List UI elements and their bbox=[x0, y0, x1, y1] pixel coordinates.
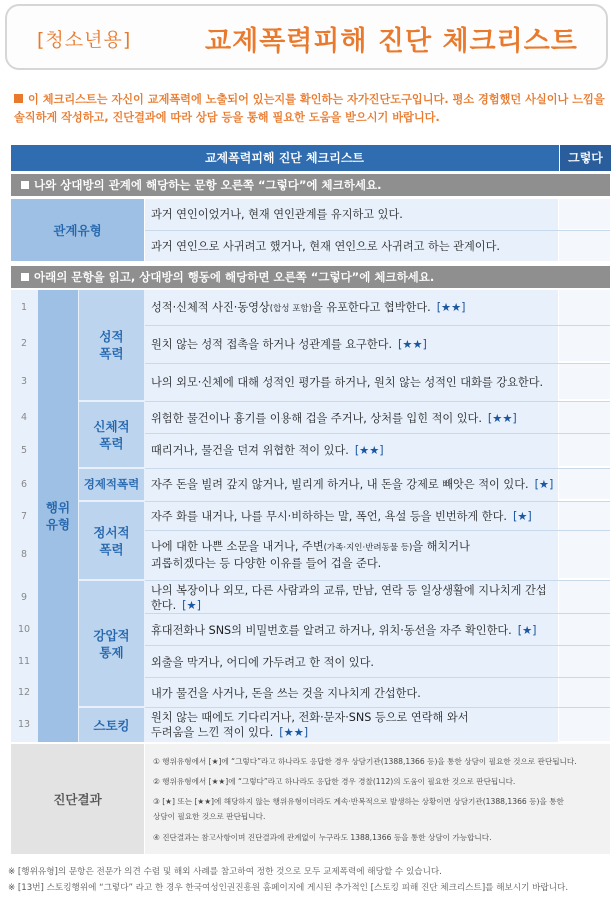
item-text: 자주 돈을 빌려 갚지 않거나, 빌리게 하거나, 내 돈을 강제로 빼앗은 적이 있다. bbox=[151, 478, 529, 491]
result-line: 상담이 필요한 것으로 판단됩니다. bbox=[153, 812, 266, 821]
relation-type-label: 관계유형 bbox=[11, 199, 144, 261]
item-text: 원치 않는 성적 접촉을 하거나 성관계를 요구한다. bbox=[151, 337, 393, 351]
result-label: 진단결과 bbox=[11, 744, 144, 854]
yes-column-header: 그렇다 bbox=[559, 145, 611, 171]
answer-cell[interactable] bbox=[559, 581, 610, 613]
relation-item-1: 과거 연인이었거나, 현재 연인관계를 유지하고 있다. bbox=[151, 208, 403, 221]
row-number: 5 bbox=[20, 444, 28, 456]
result-line: ③ [★] 또는 [★★]에 해당하지 않는 행위유형이더라도 계속·반복적으로 발생하는 상황이면 상담기관(1388,1366 등)을 통한 bbox=[153, 797, 564, 806]
intro-text bbox=[14, 91, 606, 127]
result-line: ② 행위유형에서 [★★]에 “그렇다”라고 하나라도 응답한 경우 경찰(112)의 도움이 필요한 것으로 판단됩니다. bbox=[153, 777, 516, 786]
answer-cell[interactable] bbox=[559, 531, 610, 578]
checklist-item bbox=[151, 531, 556, 579]
answer-cell[interactable] bbox=[559, 614, 610, 645]
footnote-1: ※ [행위유형]의 문항은 전문가 의견 수렴 및 해외 사례를 참고하여 정한 것으로 모두 교제폭력에 해당할 수 있습니다. bbox=[8, 867, 442, 877]
answer-cell[interactable] bbox=[559, 502, 610, 530]
answer-cell[interactable] bbox=[559, 199, 610, 229]
item-text: 을 유포한다고 협박한다. bbox=[311, 300, 431, 314]
item-text: 외출을 막거나, 어디에 가두려고 한 적이 있다. bbox=[151, 655, 374, 669]
item-text: 괴롭히겠다는 등 다양한 이유를 들어 겁을 준다. bbox=[151, 557, 382, 570]
behavior-type-label: 행위 유형 bbox=[38, 290, 78, 742]
item-text: 을 해치거나 bbox=[412, 540, 470, 553]
row-number: 1 bbox=[20, 302, 28, 313]
answer-cell[interactable] bbox=[559, 290, 610, 325]
row-number: 3 bbox=[20, 376, 28, 387]
item-text: 위험한 물건이나 흉기를 이용해 겁을 주거나, 상처를 입힌 적이 있다. bbox=[151, 411, 482, 425]
answer-cell[interactable] bbox=[559, 231, 610, 261]
item-text: 성적·신체적 사진·동영상 bbox=[151, 300, 270, 314]
item-note: (합성 포함) bbox=[269, 303, 312, 314]
checklist-item bbox=[151, 708, 556, 742]
answer-cell[interactable] bbox=[559, 326, 610, 361]
item-text: 원치 않는 때에도 기다리거나, 전화·문자·SNS 등으로 연락해 와서 bbox=[151, 711, 469, 724]
row-number: 8 bbox=[20, 549, 28, 560]
category-sexual: 성적 폭력 bbox=[79, 290, 144, 400]
footnote-2: ※ [13번] 스토킹행위에 “그렇다” 라고 한 경우 한국여성인권진흥원 홈페이지에 게시된 추가적인 [스토킹 피해 진단 체크리스트]를 해보시기 바랍니다. bbox=[8, 883, 569, 893]
title-banner bbox=[5, 4, 608, 70]
row-number: 7 bbox=[20, 510, 28, 522]
checklist-item bbox=[151, 290, 556, 326]
relation-item-2: 과거 연인으로 사귀려고 했거나, 현재 연인으로 사귀려고 하는 관계이다. bbox=[151, 240, 500, 253]
checklist-item bbox=[151, 402, 556, 434]
item-text: 내가 물건을 사거나, 돈을 쓰는 것을 지나치게 간섭한다. bbox=[151, 686, 421, 700]
section-2-text: 아래의 문항을 읽고, 상대방의 행동에 해당하면 오른쪽 “그렇다”에 체크하세요. bbox=[34, 270, 435, 284]
checklist-item bbox=[151, 678, 556, 708]
category-physical: 신체적 폭력 bbox=[79, 402, 144, 467]
section-1-text: 나와 상대방의 관계에 해당하는 문항 오른쪽 “그렇다”에 체크하세요. bbox=[34, 178, 382, 192]
checklist-item bbox=[151, 469, 556, 500]
row-number: 11 bbox=[17, 656, 31, 667]
severity-star-icon: [★] bbox=[517, 623, 537, 637]
severity-star-icon: [★] bbox=[512, 510, 532, 523]
result-line: ④ 진단결과는 참고사항이며 진단결과에 관계없이 누구라도 1388,1366 등을 통한 상담이 가능합니다. bbox=[153, 833, 492, 842]
row-number: 13 bbox=[17, 719, 31, 730]
checklist-item bbox=[151, 581, 556, 614]
category-coercive: 강압적 통제 bbox=[79, 581, 144, 706]
item-text: 두려움을 느낀 적이 있다. bbox=[151, 726, 274, 739]
item-text: 나에 대한 나쁜 소문을 내거나, 주변 bbox=[151, 540, 324, 553]
row-number: 4 bbox=[20, 412, 28, 423]
row-number: 12 bbox=[17, 687, 31, 698]
section-1-bar bbox=[11, 174, 610, 196]
severity-star-icon: [★] bbox=[182, 598, 201, 612]
category-emotional: 정서적 폭력 bbox=[79, 502, 144, 579]
answer-cell[interactable] bbox=[559, 364, 610, 399]
answer-cell[interactable] bbox=[559, 434, 610, 466]
answer-cell[interactable] bbox=[559, 708, 610, 741]
severity-star-icon: [★] bbox=[534, 478, 554, 491]
item-text: 나의 복장이나 외모, 다른 사람과의 교류, 만남, 연락 등 일상생활에 지나치게 간섭한다. bbox=[151, 583, 547, 612]
answer-cell[interactable] bbox=[559, 678, 610, 707]
checklist-item bbox=[151, 646, 556, 678]
item-text: 나의 외모·신체에 대해 성적인 평가를 하거나, 원치 않는 성적인 대화를 강요한다. bbox=[151, 375, 544, 389]
page-title: 교제폭력피해 진단 체크리스트 bbox=[205, 26, 578, 57]
checklist-item bbox=[151, 326, 556, 362]
item-text: 자주 화를 내거나, 나를 무시·비하하는 말, 폭언, 욕설 등을 빈번하게 한다. bbox=[151, 510, 507, 523]
item-text: 휴대전화나 SNS의 비밀번호를 알려고 하거나, 위치·동선을 자주 확인한다. bbox=[151, 623, 512, 637]
bullet-square-icon bbox=[21, 273, 29, 281]
table-title: 교제폭력피해 진단 체크리스트 bbox=[204, 151, 365, 165]
severity-star-icon: [★★] bbox=[398, 337, 427, 351]
section-2-bar bbox=[11, 266, 610, 288]
checklist-item bbox=[151, 614, 556, 646]
intro-line-1: 이 체크리스트는 자신이 교제폭력에 노출되어 있는지를 확인하는 자가진단도구입니다. 평소 경험했던 사실이나 느낌을 bbox=[28, 93, 605, 106]
bullet-square-icon bbox=[21, 181, 29, 189]
result-line: ① 행위유형에서 [★]에 “그렇다”라고 하나라도 응답한 경우 상담기관(1388,1366 등)을 통한 상담이 필요한 것으로 판단됩니다. bbox=[153, 757, 577, 766]
severity-star-icon: [★★] bbox=[487, 411, 517, 425]
intro-line-2: 솔직하게 작성하고, 진단결과에 따라 상담 등을 통해 필요한 도움을 받으시기 바랍니다. bbox=[14, 111, 440, 124]
answer-cell[interactable] bbox=[559, 469, 610, 499]
checklist-item bbox=[151, 434, 556, 467]
answer-cell[interactable] bbox=[559, 646, 610, 677]
severity-star-icon: [★★] bbox=[354, 444, 384, 457]
table-header bbox=[11, 145, 610, 171]
row-number: 9 bbox=[20, 591, 28, 603]
row-number: 2 bbox=[20, 338, 28, 349]
row-number: 6 bbox=[20, 478, 28, 490]
item-note: (가족·지인·반려동물 등) bbox=[323, 543, 413, 553]
answer-cell[interactable] bbox=[559, 402, 610, 433]
bullet-square-icon bbox=[14, 94, 23, 103]
severity-star-icon: [★★] bbox=[279, 726, 309, 739]
row-number: 10 bbox=[17, 624, 31, 635]
category-stalking: 스토킹 bbox=[79, 708, 144, 742]
audience-label: [청소년용] bbox=[37, 29, 132, 51]
category-economic: 경제적폭력 bbox=[79, 469, 144, 500]
item-text: 때리거나, 물건을 던져 위협한 적이 있다. bbox=[151, 444, 349, 457]
checklist-item bbox=[151, 364, 556, 400]
severity-star-icon: [★★] bbox=[436, 300, 466, 314]
checklist-item bbox=[151, 502, 556, 531]
